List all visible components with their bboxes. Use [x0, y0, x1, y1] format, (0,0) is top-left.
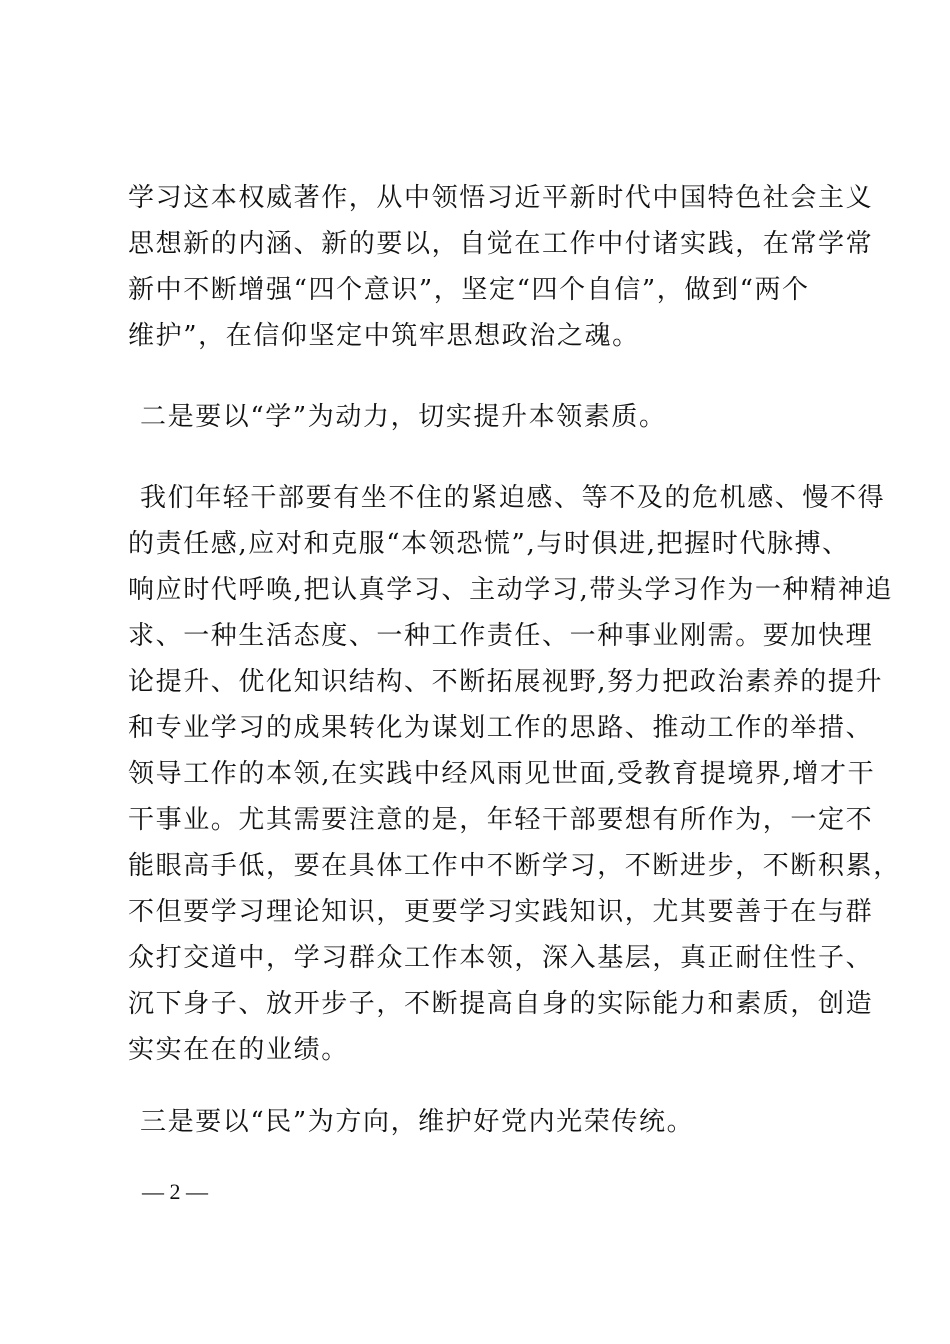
- paragraph-2-line-4: 求、一种生活态度、一种工作责任、一种事业刚需。要加快理: [128, 621, 874, 651]
- paragraph-2-line-13: 实实在在的业绩。: [128, 1035, 349, 1065]
- paragraph-2-line-8: 干事业。尤其需要注意的是，年轻干部要想有所作为，一定不: [128, 805, 874, 835]
- paragraph-2-line-1: 我们年轻干部要有坐不住的紧迫感、等不及的危机感、慢不得: [140, 483, 886, 513]
- paragraph-2-line-9: 能眼高手低，要在具体工作中不断学习，不断进步，不断积累，: [128, 851, 901, 881]
- paragraph-2-line-7: 领导工作的本领,在实践中经风雨见世面,受教育提境界,增才干: [128, 759, 876, 789]
- section-heading-3: 三是要以“民”为方向，维护好党内光荣传统。: [140, 1107, 695, 1137]
- paragraph-2-line-10: 不但要学习理论知识，更要学习实践知识，尤其要善于在与群: [128, 897, 874, 927]
- paragraph-2-line-12: 沉下身子、放开步子，不断提高自身的实际能力和素质，创造: [128, 989, 874, 1019]
- section-heading-2: 二是要以“学”为动力，切实提升本领素质。: [140, 402, 667, 432]
- paragraph-2-line-3: 响应时代呼唤,把认真学习、主动学习,带头学习作为一种精神追: [128, 575, 893, 605]
- paragraph-2-line-5: 论提升、优化知识结构、不断拓展视野,努力把政治素养的提升: [128, 667, 884, 697]
- paragraph-2-line-2: 的责任感,应对和克服“本领恐慌”,与时俱进,把握时代脉搏、: [128, 529, 850, 559]
- paragraph-1-line-3: 新中不断增强“四个意识”，坚定“四个自信”，做到“两个: [128, 275, 810, 305]
- paragraph-2-line-11: 众打交道中，学习群众工作本领，深入基层，真正耐住性子、: [128, 943, 874, 973]
- paragraph-1-line-1: 学习这本权威著作，从中领悟习近平新时代中国特色社会主义: [128, 183, 874, 213]
- page-number: — 2 —: [142, 1179, 208, 1204]
- paragraph-1-line-2: 思想新的内涵、新的要以，自觉在工作中付诸实践，在常学常: [128, 229, 874, 259]
- paragraph-1-line-4: 维护”，在信仰坚定中筑牢思想政治之魂。: [128, 321, 640, 351]
- paragraph-2-line-6: 和专业学习的成果转化为谋划工作的思路、推动工作的举措、: [128, 713, 874, 743]
